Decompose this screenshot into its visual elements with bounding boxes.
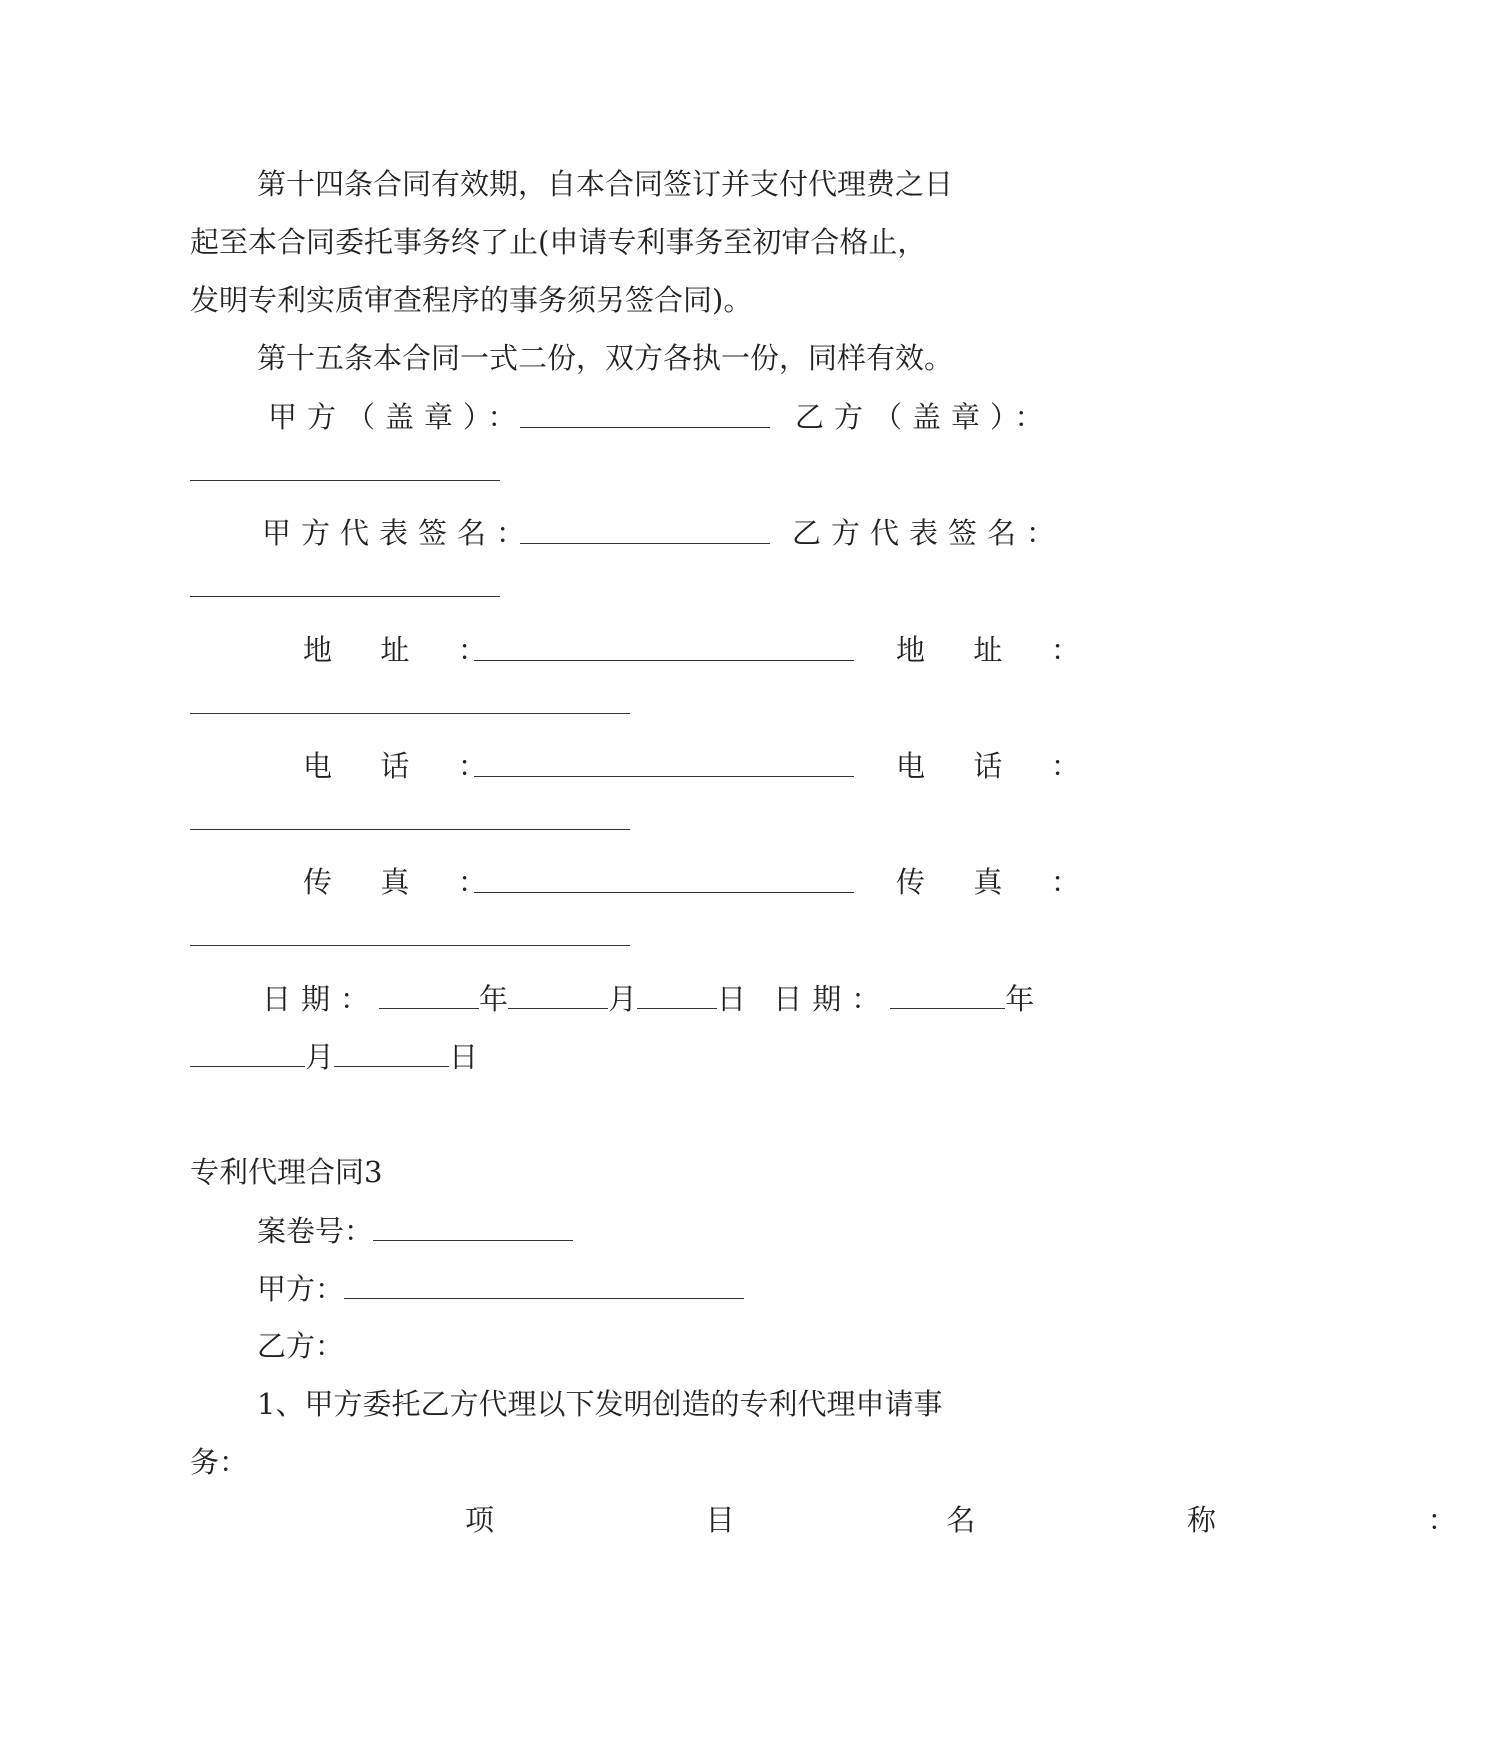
date-b-month-unit: 月 <box>305 1040 335 1074</box>
project-name-label: 项 目 名 称 ： <box>465 1503 1503 1537</box>
phone-b-label: 电 话 ： <box>896 749 1090 783</box>
phone-b-blank <box>190 799 630 830</box>
date-b-month-blank <box>190 1036 305 1067</box>
party-a-seal-blank <box>520 397 770 428</box>
case-number-blank <box>373 1210 573 1241</box>
date-b-year-blank <box>890 978 1005 1009</box>
party-a-label: 甲方： <box>257 1272 345 1306</box>
clause14-line3: 发明专利实质审查程序的事务须另签合同)。 <box>190 283 753 317</box>
party-a-seal-label: 甲方（盖章）： <box>268 400 527 434</box>
clause15: 第十五条本合同一式二份，双方各执一份，同样有效。 <box>257 341 954 375</box>
date-a-year-unit: 年 <box>479 982 509 1016</box>
address-b-label: 地 址 ： <box>896 633 1090 667</box>
party-b-rep-label: 乙方代表签名： <box>792 516 1066 550</box>
fax-a-label: 传 真 ： <box>303 865 497 899</box>
party-b-seal-blank <box>190 450 500 481</box>
phone-a-blank <box>474 746 854 777</box>
date-a-year-blank <box>379 978 479 1009</box>
party-b-seal-label: 乙方（盖章）： <box>795 400 1054 434</box>
item1-line1: 1、甲方委托乙方代理以下发明创造的专利代理申请事 <box>257 1387 943 1421</box>
clause14-line1: 第十四条合同有效期，自本合同签订并支付代理费之日 <box>257 167 954 201</box>
date-row-1 <box>262 978 1034 1019</box>
date-b-label: 日期： <box>773 982 891 1016</box>
date-a-month-unit: 月 <box>608 982 638 1016</box>
party-a-blank <box>344 1268 744 1299</box>
case-number-row <box>257 1210 573 1251</box>
party-a-row <box>257 1268 744 1309</box>
date-a-day-unit: 日 <box>717 982 747 1016</box>
party-a-rep-blank <box>520 513 770 544</box>
contract3-title: 专利代理合同3 <box>190 1155 383 1189</box>
address-a-label: 地 址 ： <box>303 633 497 667</box>
clause14-line2: 起至本合同委托事务终了止(申请专利事务至初审合格止， <box>190 225 927 259</box>
date-a-label: 日期： <box>262 982 380 1016</box>
party-b-label: 乙方： <box>257 1329 345 1363</box>
date-b-day-unit: 日 <box>449 1040 479 1074</box>
fax-a-blank <box>474 862 854 893</box>
date-b-year-unit: 年 <box>1005 982 1035 1016</box>
item1-line2: 务： <box>190 1445 249 1479</box>
fax-b-blank <box>190 915 630 946</box>
case-number-label: 案卷号： <box>257 1214 374 1248</box>
party-a-rep-label: 甲方代表签名： <box>262 516 536 550</box>
date-a-day-blank <box>637 978 717 1009</box>
address-b-blank <box>190 683 630 714</box>
address-a-blank <box>474 630 854 661</box>
date-row-2 <box>190 1036 478 1077</box>
phone-a-label: 电 话 ： <box>303 749 497 783</box>
party-b-rep-blank <box>190 566 500 597</box>
date-a-month-blank <box>508 978 608 1009</box>
fax-b-label: 传 真 ： <box>896 865 1090 899</box>
date-b-day-blank <box>334 1036 449 1067</box>
